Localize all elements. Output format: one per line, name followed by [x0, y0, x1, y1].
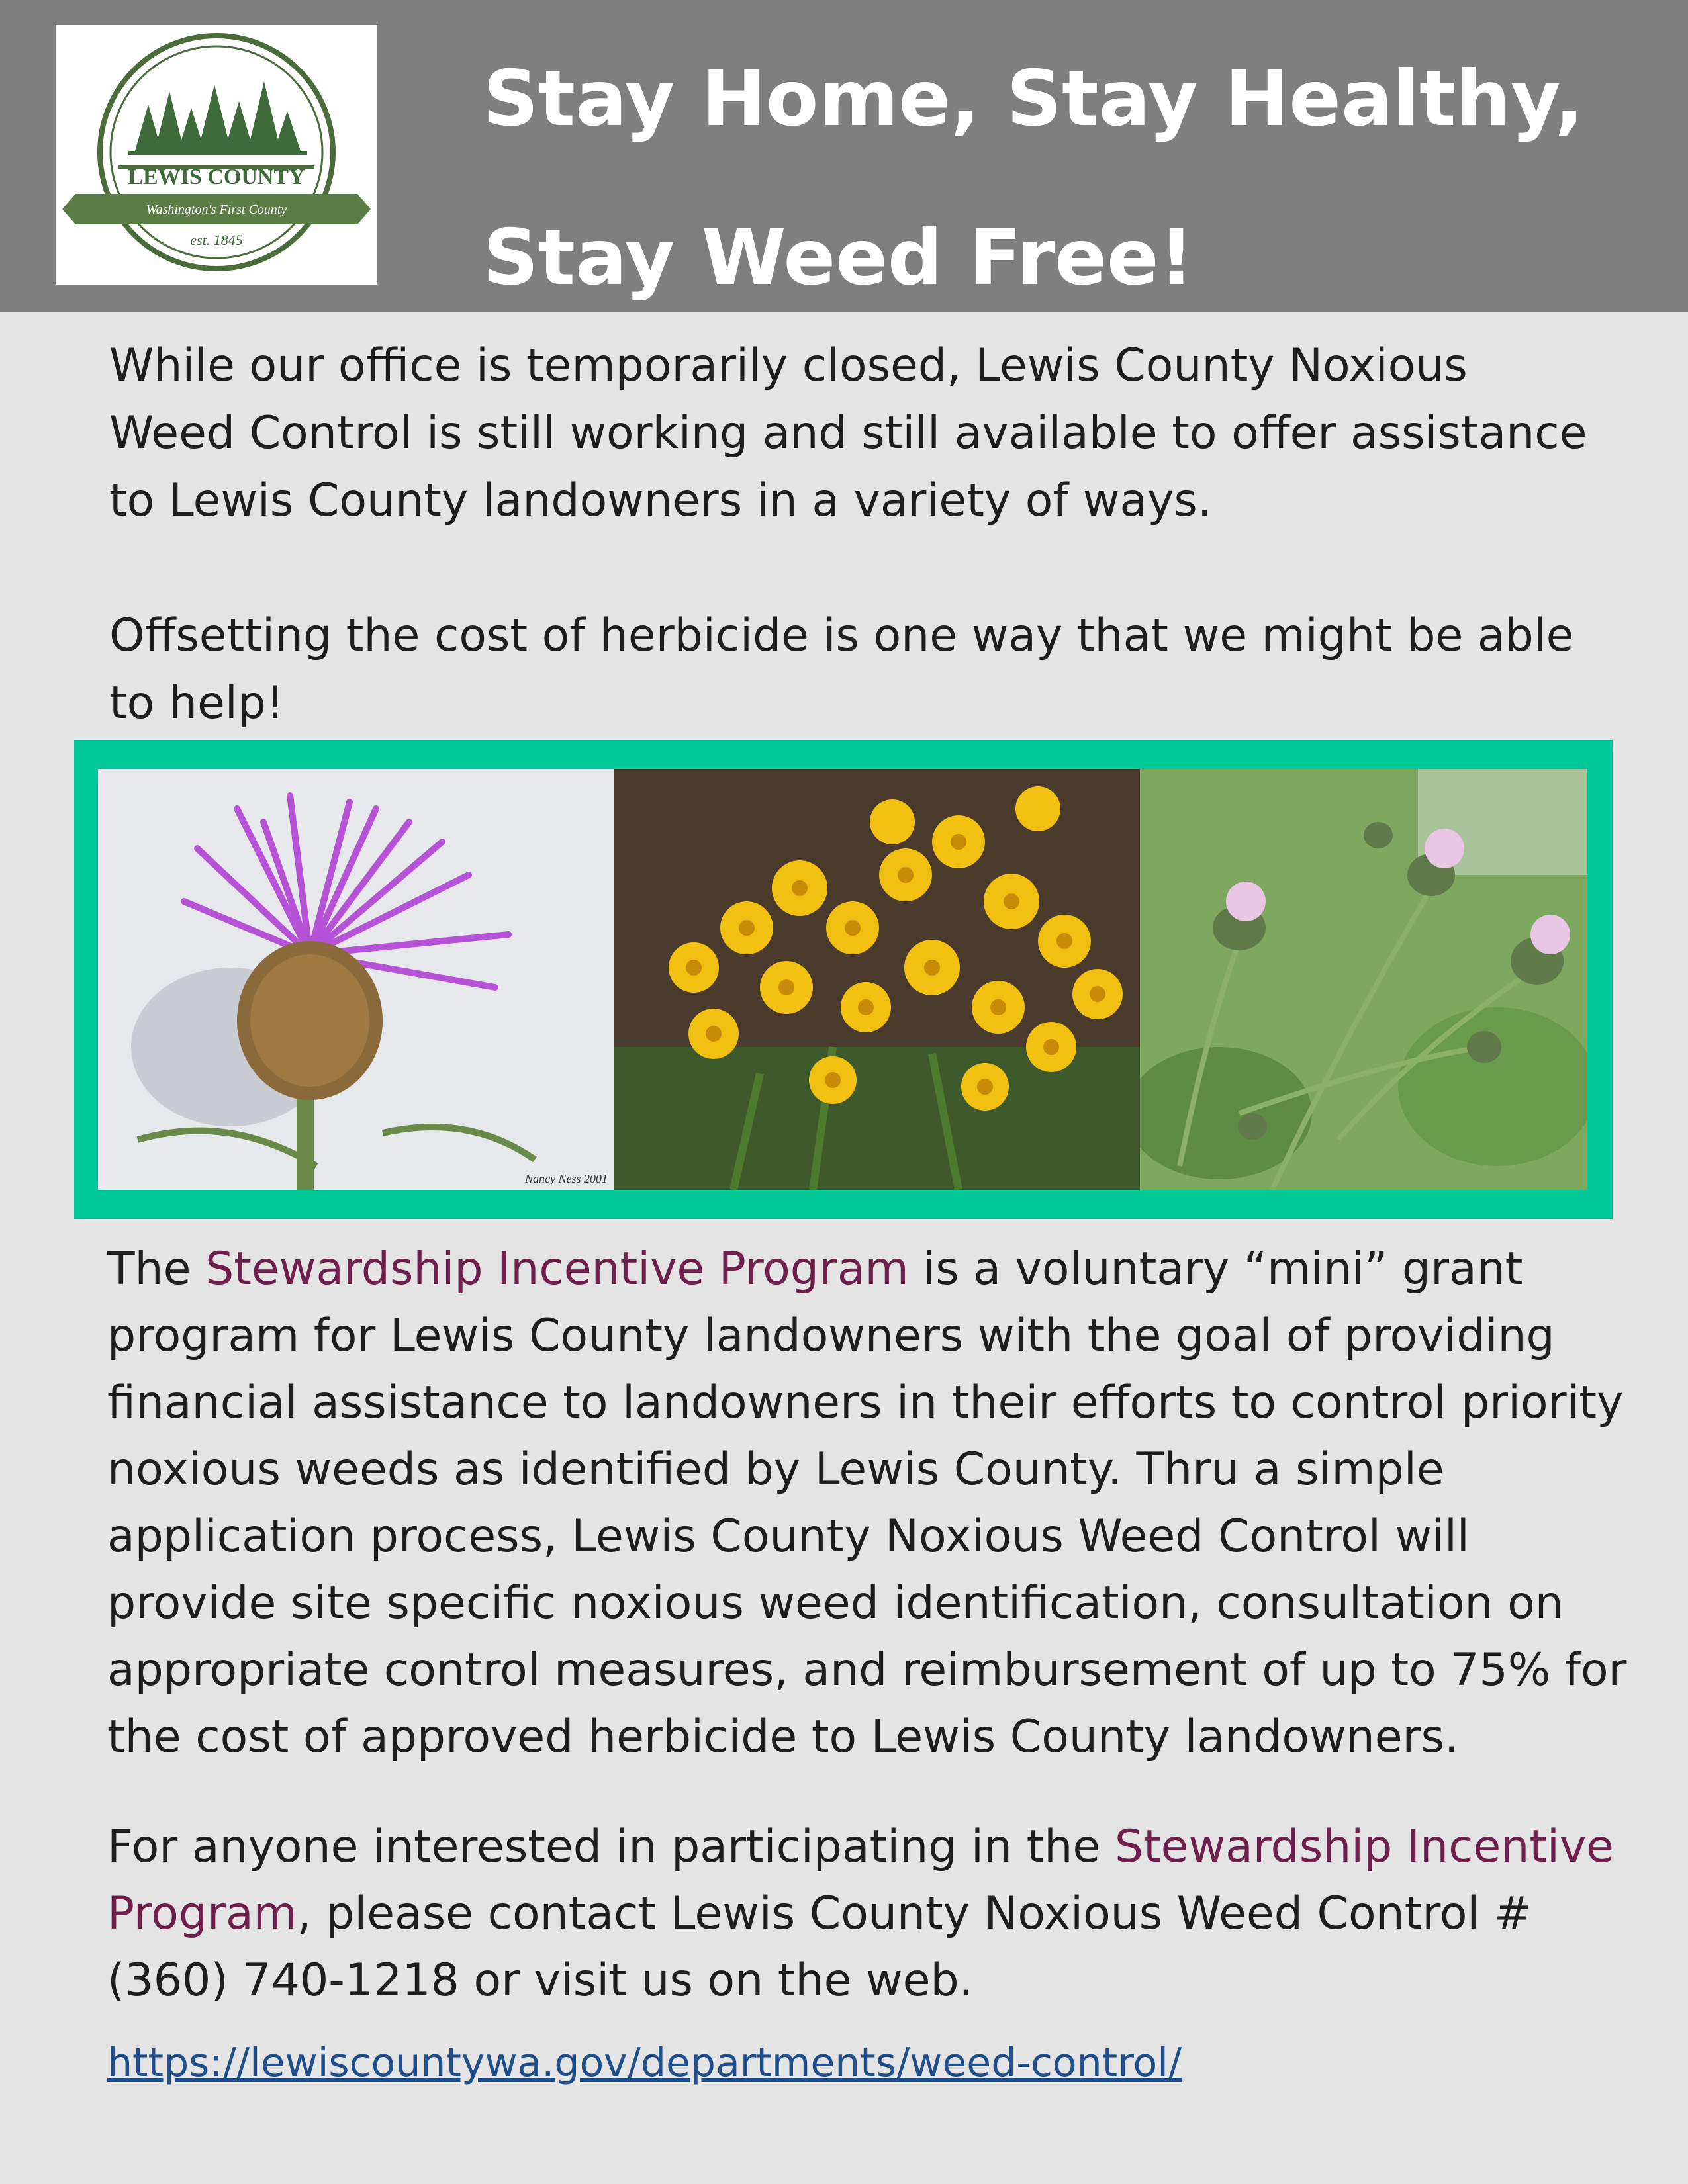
knapweed-photo: [98, 769, 614, 1190]
intro-paragraph-1: While our office is temporarily closed, Lewis County Noxious Weed Control is still working and still available to offer assistance to Lewis County landowners in a variety of ways.: [109, 340, 1587, 527]
header-banner: [0, 0, 1688, 312]
program-para2-pre: For anyone interested in participating in the: [107, 1821, 1115, 1873]
logo-tagline: Washington's First County: [146, 203, 287, 217]
canada-thistle-photo: [1140, 769, 1587, 1190]
photo-credit: Nancy Ness 2001: [525, 1172, 608, 1185]
page-title: [483, 20, 1662, 338]
program-paragraph-2: [107, 1813, 1630, 2014]
weed-control-website-link[interactable]: https://lewiscountywa.gov/departments/weed-control/: [107, 2040, 1182, 2086]
title-line-1: Stay Home, Stay Healthy,: [483, 54, 1584, 144]
logo-est: est. 1845: [190, 232, 243, 248]
title-line-2: Stay Weed Free!: [483, 213, 1194, 302]
logo-county-name: LEWIS COUNTY: [128, 165, 305, 189]
program-paragraph-1: [107, 1236, 1630, 1770]
program-section: [107, 1236, 1630, 2014]
program-name-highlight-2: Stewardship Incentive Program: [107, 1821, 1615, 1940]
intro-section: [109, 332, 1605, 737]
program-name-highlight: Stewardship Incentive Program: [205, 1243, 909, 1295]
weed-photo-strip: [74, 740, 1613, 1219]
program-para1-post: is a voluntary “mini” grant program for Lewis County landowners with the goal of providing financial assistance to landowners in their efforts to control priority noxious weeds as identified by Lewis County. Thru a simple application process, Lewis County Noxious Weed Control will provide site specific noxious weed identification, consultation on appropriate control measures, and reimbursement of up to 75% for the cost of approved herbicide to Lewis County landowners.: [107, 1243, 1627, 1763]
program-para2-post: , please contact Lewis County Noxious Weed Control # (360) 740-1218 or visit us on the web.: [107, 1888, 1532, 2007]
tansy-ragwort-photo: [614, 769, 1140, 1190]
lewis-county-logo: [56, 25, 377, 285]
intro-paragraph-2: Offsetting the cost of herbicide is one way that we might be able to help!: [109, 610, 1574, 729]
program-para1-pre: The: [107, 1243, 206, 1295]
